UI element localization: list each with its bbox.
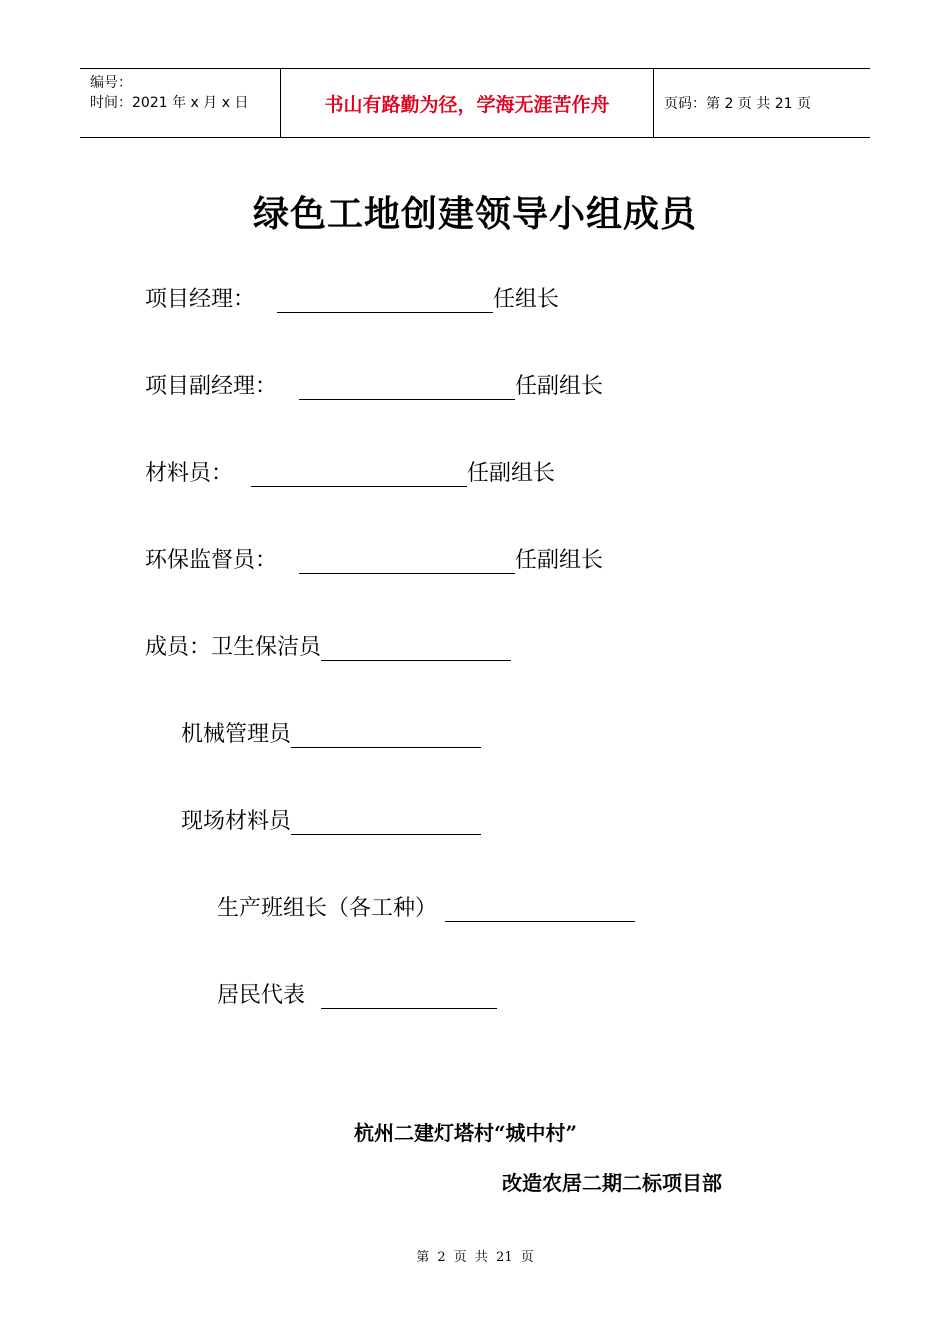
document-time-label: 时间：2021 年 x 月 x 日 (90, 95, 249, 111)
role-suffix: 任副组长 (515, 374, 604, 399)
document-number-label: 编号： (90, 75, 132, 91)
role-row-cleaner (145, 629, 511, 661)
role-suffix: 任副组长 (515, 548, 604, 573)
fill-in-blank[interactable] (291, 808, 481, 835)
role-row-project-manager (145, 281, 559, 313)
fill-in-blank[interactable] (277, 286, 493, 313)
header-meta-cell (80, 69, 281, 137)
document-header (80, 68, 870, 138)
role-label: 项目经理： (145, 287, 256, 312)
role-label: 项目副经理： (145, 374, 278, 399)
fill-in-blank[interactable] (299, 373, 515, 400)
page-title: 绿色工地创建领导小组成员 (252, 193, 697, 235)
role-row-machine-manager (181, 716, 481, 748)
role-label: 材料员： (145, 461, 234, 486)
page-footer: 第 2 页 共 21 页 (416, 1250, 534, 1265)
role-row-environment-supervisor (145, 542, 603, 574)
role-label: 机械管理员 (181, 722, 292, 747)
fill-in-blank[interactable] (251, 460, 467, 487)
role-label: 成员：卫生保洁员 (145, 635, 322, 660)
fill-in-blank[interactable] (321, 634, 511, 661)
role-label: 生产班组长（各工种） (217, 896, 438, 921)
role-row-deputy-manager (145, 368, 603, 400)
header-motto: 书山有路勤为径，学海无涯苦作舟 (281, 69, 654, 137)
role-label: 环保监督员： (145, 548, 278, 573)
role-row-site-material (181, 803, 481, 835)
header-page-info: 页码：第 2 页 共 21 页 (664, 96, 811, 112)
role-label: 居民代表 (217, 983, 306, 1008)
fill-in-blank[interactable] (445, 895, 635, 922)
fill-in-blank[interactable] (291, 721, 481, 748)
role-suffix: 任副组长 (467, 461, 556, 486)
fill-in-blank[interactable] (321, 982, 497, 1009)
role-suffix: 任组长 (493, 287, 560, 312)
signature-line-1: 杭州二建灯塔村“城中村” (354, 1121, 578, 1145)
role-label: 现场材料员 (181, 809, 292, 834)
signature-line-2: 改造农居二期二标项目部 (502, 1171, 722, 1195)
role-row-resident-rep (217, 977, 497, 1009)
role-row-team-leader (217, 890, 635, 922)
fill-in-blank[interactable] (299, 547, 515, 574)
role-row-material-officer (145, 455, 555, 487)
